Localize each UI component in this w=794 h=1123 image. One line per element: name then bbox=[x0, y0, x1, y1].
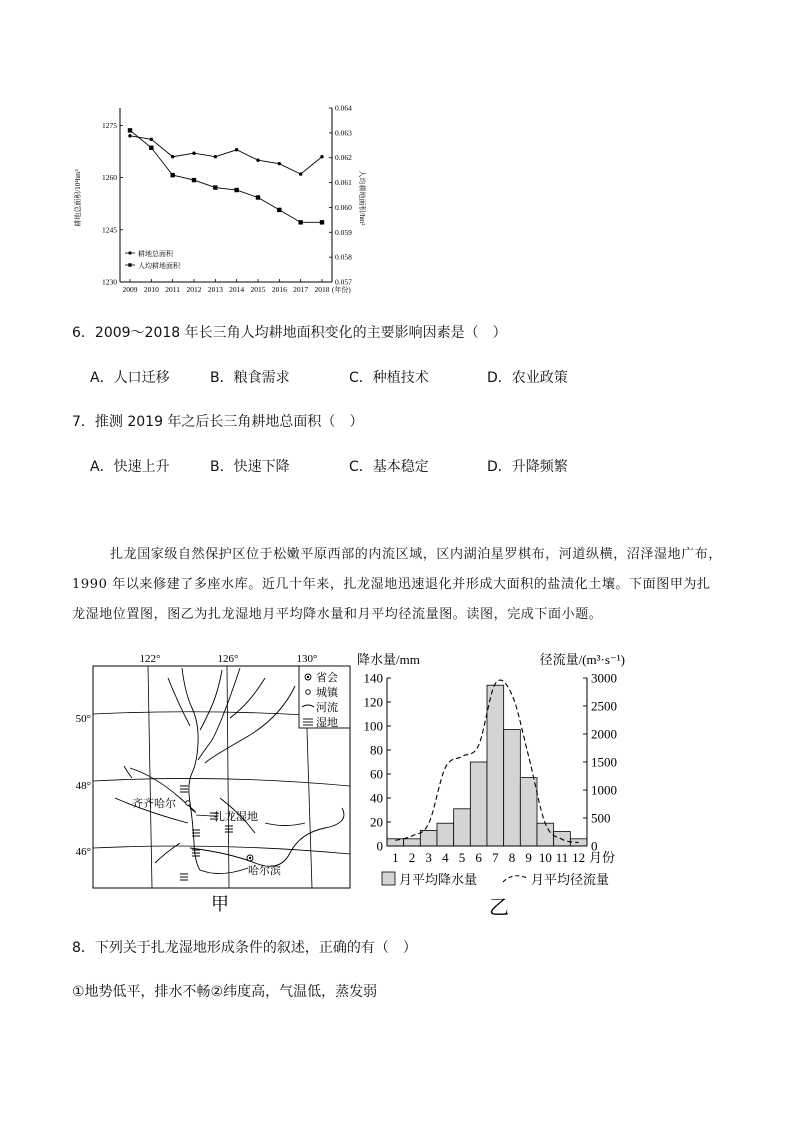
legend-precip: 月平均降水量 bbox=[399, 872, 478, 887]
total-area-point bbox=[256, 159, 259, 162]
total-area-point bbox=[299, 172, 302, 175]
per-capita-point bbox=[149, 146, 153, 150]
per-capita-point bbox=[277, 208, 281, 212]
legend-runoff: 月平均径流量 bbox=[531, 872, 610, 887]
chart1-legend bbox=[125, 249, 181, 270]
precip-bar bbox=[537, 823, 554, 846]
series-line-2 bbox=[130, 130, 322, 222]
chart2-bars bbox=[387, 685, 587, 846]
longitude-130: 130° bbox=[296, 653, 318, 665]
precip-bar bbox=[420, 830, 437, 846]
precip-tick-label: 100 bbox=[363, 718, 383, 734]
precip-bar bbox=[454, 809, 471, 846]
month-tick-label: 6 bbox=[475, 850, 482, 865]
question-6-option-a[interactable]: A．人口迁移 bbox=[90, 370, 170, 386]
month-tick-label: 8 bbox=[508, 850, 516, 865]
month-tick-label: 3 bbox=[425, 850, 432, 865]
precip-tick-label: 120 bbox=[363, 694, 383, 710]
month-tick-label: 7 bbox=[492, 850, 499, 865]
month-tick-label: 5 bbox=[458, 850, 466, 865]
per-capita-point bbox=[192, 178, 196, 182]
question-7-option-c[interactable]: C．基本稳定 bbox=[349, 459, 429, 475]
precip-tick-label: 60 bbox=[370, 766, 383, 782]
x-tick-label: 2009 bbox=[122, 285, 138, 294]
total-area-point bbox=[214, 155, 217, 158]
precip-bar bbox=[504, 730, 521, 846]
x-tick-label: 2015 bbox=[250, 285, 266, 294]
x-tick-label: 2014 bbox=[229, 285, 245, 294]
precip-runoff-chart bbox=[355, 648, 630, 920]
right-tick-label: 0.062 bbox=[335, 153, 352, 163]
left-axis-label: 耕地总面积/10⁴hm² bbox=[74, 169, 82, 227]
zhalong-location-map bbox=[75, 648, 358, 916]
latitude-48: 48° bbox=[75, 780, 91, 792]
map-wetlands bbox=[180, 786, 233, 880]
longitude-126: 126° bbox=[217, 653, 239, 665]
right-tick-label: 0.060 bbox=[335, 202, 352, 212]
place-label-qiqihar: 齐齐哈尔 bbox=[132, 798, 176, 810]
precip-tick-label: 140 bbox=[363, 670, 383, 686]
right-axis-label: 人均耕地面积/hm² bbox=[358, 170, 366, 226]
precip-tick-label: 20 bbox=[370, 814, 383, 830]
x-tick-label: 2013 bbox=[207, 285, 223, 294]
month-tick-label: 11 bbox=[555, 850, 569, 865]
legend-wetland: 湿地 bbox=[316, 717, 338, 729]
left-tick-label: 1245 bbox=[102, 225, 117, 235]
total-area-point bbox=[128, 134, 131, 137]
question-8-statements: ①地势低平，排水不畅②纬度高，气温低，蒸发弱 bbox=[72, 984, 378, 1000]
question-7-option-b[interactable]: B．快速下降 bbox=[210, 459, 290, 475]
runoff-tick-label: 0 bbox=[591, 838, 598, 854]
legend-circle-marker bbox=[128, 251, 131, 254]
x-tick-label: 2011 bbox=[165, 285, 181, 294]
passage-line-3: 龙湿地位置图，图乙为扎龙湿地月平均降水量和月平均径流量图。读图，完成下面小题。 bbox=[72, 607, 603, 622]
legend-bar-swatch bbox=[382, 872, 395, 885]
runoff-tick-label: 1500 bbox=[591, 754, 617, 770]
x-tick-label: 2012 bbox=[186, 285, 202, 294]
right-tick-label: 0.059 bbox=[335, 227, 352, 237]
month-tick-label: 12 bbox=[572, 850, 586, 865]
precip-tick-label: 80 bbox=[370, 742, 383, 758]
month-axis-label: 月份 bbox=[589, 850, 616, 865]
question-7-option-a[interactable]: A．快速上升 bbox=[90, 459, 170, 475]
x-axis-unit: (年份) bbox=[332, 286, 351, 294]
total-area-point bbox=[278, 162, 281, 165]
per-capita-point bbox=[298, 220, 302, 224]
month-tick-label: 4 bbox=[442, 850, 449, 865]
per-capita-point bbox=[213, 185, 217, 189]
legend-capital: 省会 bbox=[316, 672, 338, 684]
map-caption: 甲 bbox=[211, 894, 229, 914]
town-icon bbox=[306, 690, 311, 695]
right-tick-label: 0.063 bbox=[335, 128, 352, 138]
runoff-tick-label: 3000 bbox=[591, 670, 617, 686]
question-6-option-d[interactable]: D．农业政策 bbox=[487, 370, 568, 386]
passage-line-2: 1990 年以来修建了多座水库。近几十年来，扎龙湿地迅速退化并形成大面积的盐渍化土壤。下面图甲为扎 bbox=[72, 577, 711, 592]
place-label-harbin: 哈尔滨 bbox=[248, 865, 281, 877]
legend-label-percapita: 人均耕地面积 bbox=[138, 262, 180, 270]
month-tick-label: 1 bbox=[392, 850, 399, 865]
cropland-line-chart bbox=[70, 100, 370, 300]
question-6-stem: 6．2009～2018 年长三角人均耕地面积变化的主要影响因素是（ ） bbox=[72, 325, 507, 341]
chart2-caption: 乙 bbox=[489, 897, 509, 919]
per-capita-point bbox=[128, 128, 132, 132]
passage-line-1: 扎龙国家级自然保护区位于松嫩平原西部的内流区域，区内湖泊星罗棋布，河道纵横，沼泽湿地广布， bbox=[110, 547, 723, 562]
precip-tick-label: 40 bbox=[370, 790, 383, 806]
precip-axis-label: 降水量/mm bbox=[357, 652, 420, 667]
legend-river: 河流 bbox=[316, 702, 338, 714]
precip-bar bbox=[520, 778, 537, 846]
right-tick-label: 0.057 bbox=[335, 277, 352, 287]
month-tick-label: 2 bbox=[408, 850, 416, 865]
month-tick-label: 9 bbox=[525, 850, 532, 865]
total-area-point bbox=[171, 155, 174, 158]
legend-label-total: 耕地总面积 bbox=[138, 250, 173, 258]
left-tick-label: 1230 bbox=[102, 277, 117, 287]
x-tick-label: 2016 bbox=[271, 285, 287, 294]
month-tick-label: 10 bbox=[538, 850, 552, 865]
precip-bar bbox=[437, 823, 454, 846]
left-tick-label: 1275 bbox=[102, 120, 117, 130]
map-legend bbox=[299, 666, 350, 729]
series-line-1 bbox=[130, 136, 322, 174]
precip-bar bbox=[470, 762, 487, 846]
total-area-point bbox=[192, 152, 195, 155]
legend-square-marker bbox=[128, 263, 131, 266]
chart2-legend bbox=[382, 872, 609, 887]
precip-tick-label: 0 bbox=[376, 838, 383, 854]
place-label-zhalong: 扎龙湿地 bbox=[214, 811, 258, 823]
right-tick-label: 0.061 bbox=[335, 178, 352, 188]
x-tick-label: 2017 bbox=[293, 285, 309, 294]
runoff-tick-label: 2500 bbox=[591, 698, 617, 714]
x-tick-label: 2010 bbox=[143, 285, 159, 294]
total-area-point bbox=[320, 155, 323, 158]
chart1-series bbox=[128, 128, 324, 224]
per-capita-point bbox=[256, 195, 260, 199]
longitude-122: 122° bbox=[139, 653, 161, 665]
qiqihar-town-icon bbox=[186, 801, 191, 806]
right-tick-label: 0.058 bbox=[335, 252, 352, 262]
question-7-stem: 7．推测 2019 年之后长三角耕地总面积（ ） bbox=[72, 414, 364, 430]
latitude-50: 50° bbox=[75, 713, 91, 725]
runoff-axis-label: 径流量/(m³·s⁻¹) bbox=[539, 652, 625, 667]
precip-bar bbox=[404, 839, 421, 846]
per-capita-point bbox=[170, 173, 174, 177]
runoff-tick-label: 1000 bbox=[591, 782, 617, 798]
left-tick-label: 1260 bbox=[102, 173, 117, 183]
per-capita-point bbox=[234, 188, 238, 192]
question-7-option-d[interactable]: D．升降频繁 bbox=[487, 459, 568, 475]
precip-bar bbox=[487, 685, 504, 846]
legend-town: 城镇 bbox=[316, 687, 338, 699]
total-area-point bbox=[235, 148, 238, 151]
latitude-46: 46° bbox=[75, 846, 91, 858]
legend-dashed-line bbox=[503, 876, 527, 882]
per-capita-point bbox=[320, 220, 324, 224]
runoff-tick-label: 2000 bbox=[591, 726, 617, 742]
total-area-point bbox=[150, 138, 153, 141]
question-6-option-b[interactable]: B．粮食需求 bbox=[210, 370, 290, 386]
runoff-tick-label: 500 bbox=[591, 810, 611, 826]
question-6-option-c[interactable]: C．种植技术 bbox=[349, 370, 429, 386]
right-tick-label: 0.064 bbox=[335, 103, 352, 113]
question-8-stem: 8．下列关于扎龙湿地形成条件的叙述，正确的有（ ） bbox=[72, 940, 417, 956]
x-tick-label: 2018 bbox=[314, 285, 330, 294]
